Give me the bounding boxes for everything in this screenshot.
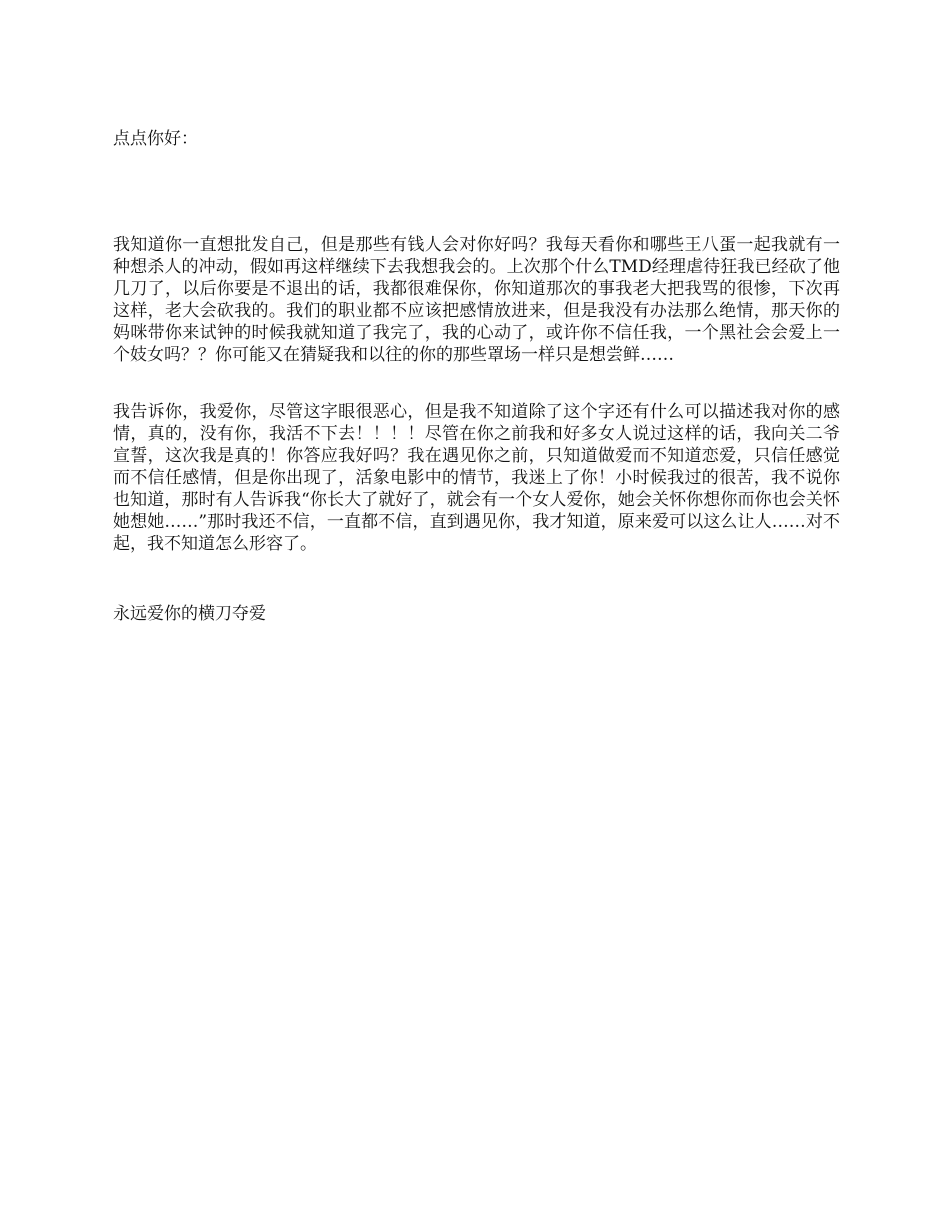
letter-signature: 永远爱你的横刀夺爱 bbox=[113, 604, 266, 624]
letter-paragraph: 我告诉你，我爱你，尽管这字眼很恶心，但是我不知道除了这个字还有什么可以描述我对你的感情，真的，没有你，我活不下去！！！！尽管在你之前我和好多女人说过这样的话，我向关二爷宣誓，这次我是真的！你答应我好吗？我在遇见你之前，只知道做爱而不知道恋爱，只信任感觉而不信任感情，但是你出现了，活象电影中的情节，我迷上了你！小时候我过的很苦，我不说你也知道，那时有人告诉我“你长大了就好了，就会有一个女人爱你，她会关怀你想你而你也会关怀她想她……”那时我还不信，一直都不信，直到遇见你，我才知道，原来爱可以这么让人……对不起，我不知道怎么形容了。 bbox=[113, 402, 840, 554]
letter-greeting: 点点你好： bbox=[113, 129, 198, 149]
letter-paragraph: 我知道你一直想批发自己，但是那些有钱人会对你好吗？我每天看你和哪些王八蛋一起我就有一种想杀人的冲动，假如再这样继续下去我想我会的。上次那个什么TMD经理虐待狂我已经砍了他几刀了，以后你要是不退出的话，我都很难保你，你知道那次的事我老大把我骂的很惨，下次再这样，老大会砍我的。我们的职业都不应该把感情放进来，但是我没有办法那么绝情，那天你的妈咪带你来试钟的时候我就知道了我完了，我的心动了，或许你不信任我，一个黑社会会爱上一个妓女吗？？你可能又在猜疑我和以往的你的那些罩场一样只是想尝鲜…… bbox=[113, 235, 840, 365]
